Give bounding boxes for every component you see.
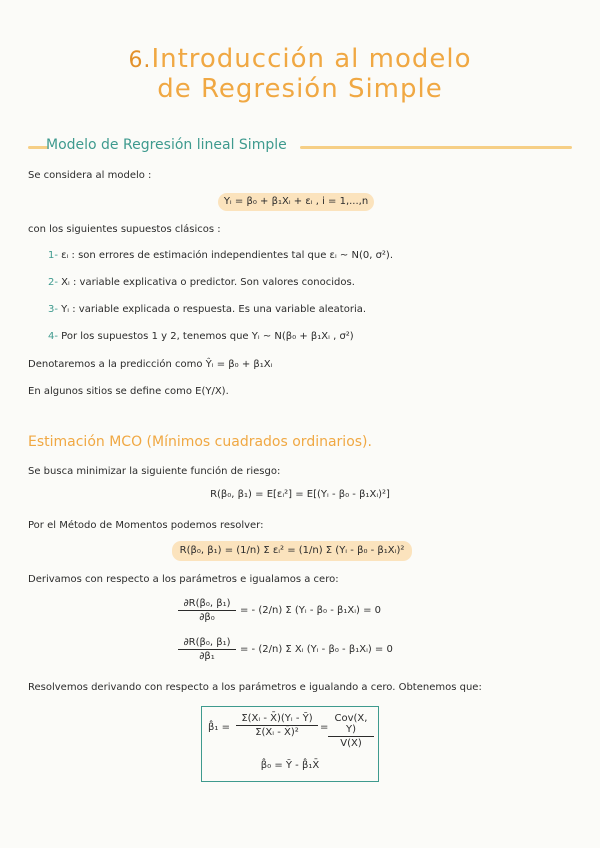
heading-bar-right bbox=[300, 146, 572, 149]
b1-lhs: β̂₁ = bbox=[208, 722, 230, 733]
assumption-4 bbox=[48, 331, 354, 342]
d0-rhs: = - (2/n) Σ (Yᵢ - β₀ - β₁Xᵢ) = 0 bbox=[240, 605, 382, 616]
fraction-bar bbox=[178, 610, 236, 611]
assumption-1 bbox=[48, 250, 393, 261]
b0-equation: β̂₀ = Ȳ - β̂₁X̄ bbox=[260, 760, 320, 771]
risk-intro: Se busca minimizar la siguiente función de riesgo: bbox=[28, 466, 281, 477]
assumption-text: εᵢ : son errores de estimación independientes tal que εᵢ ~ N(0, σ²). bbox=[61, 250, 393, 261]
fraction-bar bbox=[178, 649, 236, 650]
model-intro: Se considera al modelo : bbox=[28, 170, 152, 181]
assumption-3 bbox=[48, 304, 366, 315]
b1-fraction bbox=[236, 713, 318, 738]
heading-bar-left bbox=[28, 146, 48, 149]
d0-numerator: ∂R(β₀, β₁) bbox=[183, 598, 231, 609]
b1-cov-numerator: Cov(X, Y) bbox=[334, 713, 368, 735]
d1-numerator: ∂R(β₀, β₁) bbox=[183, 637, 231, 648]
assumption-number: 4- bbox=[48, 331, 58, 342]
title-number: 6. bbox=[128, 48, 152, 73]
section2-heading: Estimación MCO (Mínimos cuadrados ordinarios). bbox=[28, 434, 372, 450]
assumption-2 bbox=[48, 277, 355, 288]
assumption-text: Xᵢ : variable explicativa o predictor. Son valores conocidos. bbox=[61, 277, 355, 288]
section1-header bbox=[28, 137, 573, 159]
b1-cov-denominator: V(X) bbox=[340, 738, 362, 749]
result-box bbox=[201, 706, 379, 782]
d1-fraction bbox=[178, 637, 236, 662]
d0-fraction bbox=[178, 598, 236, 623]
fraction-bar bbox=[328, 736, 374, 737]
prediction-line: Denotaremos a la predicción como Ŷᵢ = β₀ + β₁Xᵢ bbox=[28, 359, 273, 370]
assumption-number: 1- bbox=[48, 250, 58, 261]
d0-denominator: ∂β₀ bbox=[199, 612, 215, 623]
solve-intro: Resolvemos derivando con respecto a los parámetros e igualando a cero. Obtenemos que: bbox=[28, 682, 482, 693]
d1-rhs: = - (2/n) Σ Xᵢ (Yᵢ - β₀ - β₁Xᵢ) = 0 bbox=[240, 644, 393, 655]
moments-equation: R(β₀, β₁) = (1/n) Σ εᵢ² = (1/n) Σ (Yᵢ - β₀ - β₁Xᵢ)² bbox=[172, 541, 412, 561]
title-text-1: Introducción al modelo bbox=[151, 44, 472, 74]
sites-line: En algunos sitios se define como E(Y/X). bbox=[28, 386, 229, 397]
page-title-line2: de Regresión Simple bbox=[157, 74, 443, 104]
b1-numerator: Σ(Xᵢ - X̄)(Yᵢ - Ȳ) bbox=[241, 713, 313, 724]
b1-cov-fraction bbox=[328, 713, 374, 749]
model-equation: Yᵢ = β₀ + β₁Xᵢ + εᵢ , i = 1,...,n bbox=[218, 193, 374, 211]
assumption-number: 2- bbox=[48, 277, 58, 288]
page-title-line1 bbox=[0, 44, 600, 76]
section1-heading: Modelo de Regresión lineal Simple bbox=[46, 137, 287, 153]
assumption-number: 3- bbox=[48, 304, 58, 315]
b1-equals: = bbox=[320, 722, 329, 733]
assumptions-intro: con los siguientes supuestos clásicos : bbox=[28, 224, 221, 235]
b1-denominator: Σ(Xᵢ - X̄)² bbox=[255, 727, 299, 738]
moments-intro: Por el Método de Momentos podemos resolver: bbox=[28, 520, 264, 531]
derive-intro: Derivamos con respecto a los parámetros e igualamos a cero: bbox=[28, 574, 339, 585]
assumption-text: Por los supuestos 1 y 2, tenemos que Yᵢ ~ N(β₀ + β₁Xᵢ , σ²) bbox=[61, 331, 354, 342]
risk-equation: R(β₀, β₁) = E[εᵢ²] = E[(Yᵢ - β₀ - β₁Xᵢ)²] bbox=[210, 489, 390, 500]
assumption-text: Yᵢ : variable explicada o respuesta. Es una variable aleatoria. bbox=[61, 304, 367, 315]
d1-denominator: ∂β₁ bbox=[199, 651, 215, 662]
fraction-bar bbox=[236, 725, 318, 726]
